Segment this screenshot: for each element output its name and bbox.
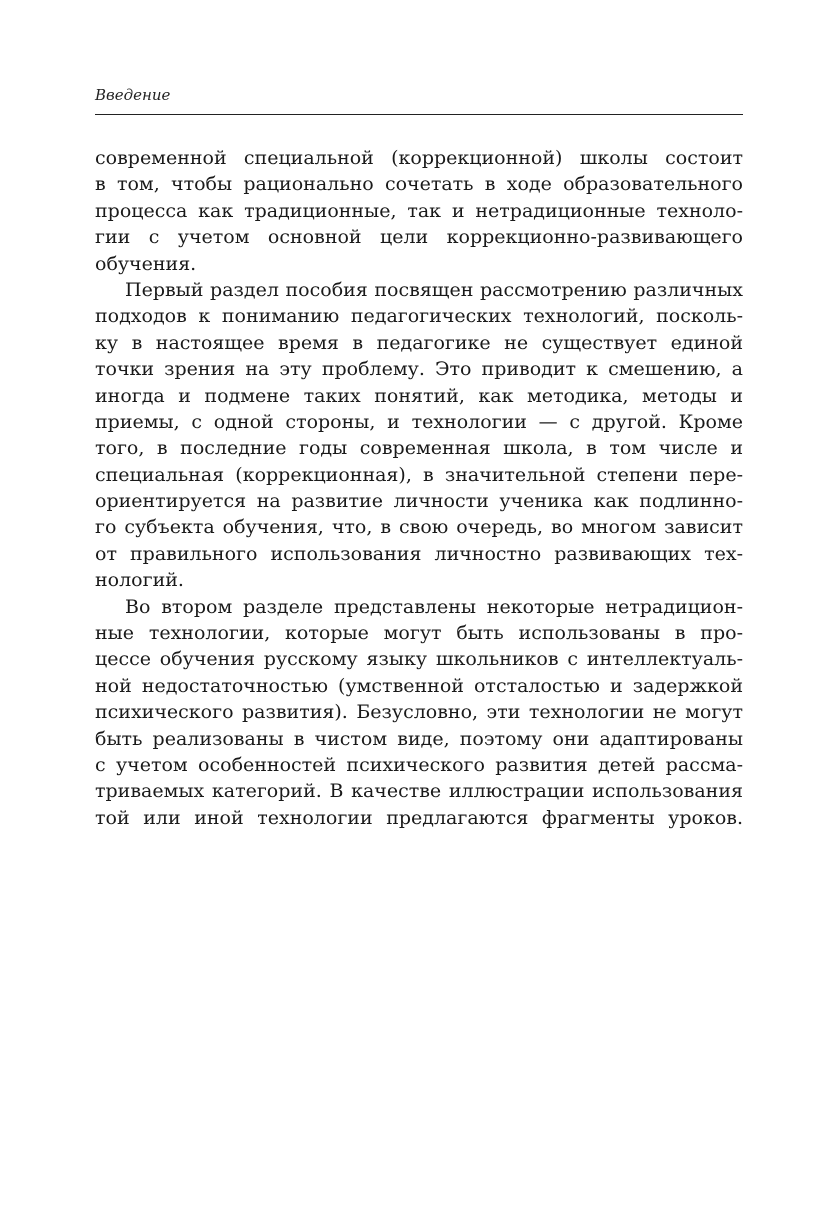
text-line: нологий. [95, 569, 184, 592]
text-line: ку в настоящее время в педагогике не существует единой [95, 331, 743, 354]
text-line: точки зрения на эту проблему. Это приводит к смешению, а [95, 358, 743, 381]
text-line: триваемых категорий. В качестве иллюстрации использования [95, 780, 743, 803]
text-line: в том, чтобы рационально сочетать в ходе образовательного [95, 173, 743, 196]
text-line: от правильного использования личностно развивающих тех- [95, 542, 743, 565]
text-line: приемы, с одной стороны, и технологии — с другой. Кроме [95, 410, 743, 433]
header-rule [95, 114, 743, 115]
text-line: того, в последние годы современная школа, в том числе и [95, 437, 743, 460]
text-line: ные технологии, которые могут быть использованы в про- [95, 622, 743, 645]
paragraph-1 [95, 145, 743, 277]
text-line: обучения. [95, 252, 197, 275]
text-line: Во втором разделе представлены некоторые нетрадицион- [125, 595, 743, 618]
paragraph-3 [95, 594, 743, 832]
text-line: цессе обучения русскому языку школьников с интеллектуаль- [95, 648, 743, 671]
text-line: специальная (коррекционная), в значительной степени пере- [95, 463, 743, 486]
text-line: го субъекта обучения, что, в свою очередь, во многом зависит [95, 516, 743, 539]
text-line: иногда и подмене таких понятий, как методика, методы и [95, 384, 743, 407]
text-line: процесса как традиционные, так и нетрадиционные техноло- [95, 199, 743, 222]
text-line: психического развития). Безусловно, эти технологии не могут [95, 701, 743, 724]
text-line: той или иной технологии предлагаются фрагменты уроков. [95, 806, 743, 829]
body-text [95, 145, 743, 831]
text-line: ной недостаточностью (умственной отсталостью и задержкой [95, 674, 743, 697]
text-line: гии с учетом основной цели коррекционно-развивающего [95, 226, 743, 249]
text-line: современной специальной (коррекционной) школы состоит [95, 147, 743, 169]
paragraph-2 [95, 277, 743, 594]
text-line: с учетом особенностей психического развития детей рассма- [95, 753, 743, 776]
text-line: быть реализованы в чистом виде, поэтому они адаптированы [95, 727, 743, 750]
text-line: подходов к пониманию педагогических технологий, посколь- [95, 305, 743, 328]
text-line: Первый раздел пособия посвящен рассмотрению различных [125, 278, 743, 301]
running-head: Введение [95, 86, 171, 104]
text-line: ориентируется на развитие личности ученика как подлинно- [95, 490, 743, 513]
